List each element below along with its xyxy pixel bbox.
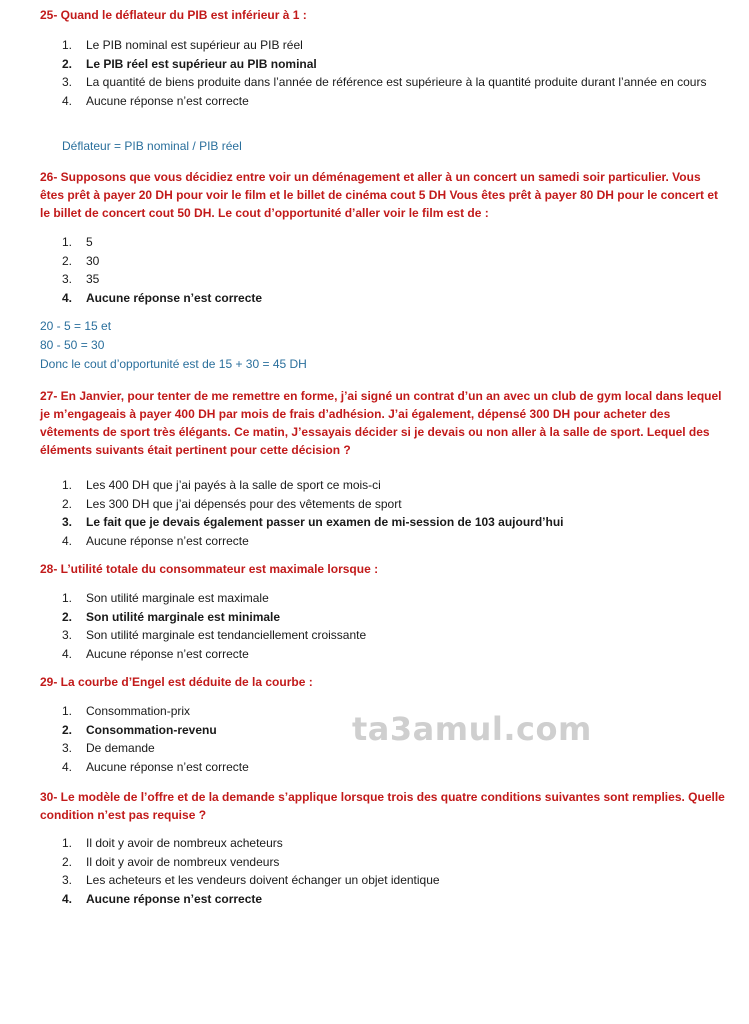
option: 3. De demande [62,741,155,755]
question-30-title: 30- Le modèle de l’offre et de la demande s’applique lorsque trois des quatre conditions suivantes sont remplies. Quelle condition n’est pas requise ? [40,790,725,822]
question-27-options [62,476,722,550]
option: 4. Aucune réponse n’est correcte [62,533,249,548]
question-25-options [62,36,722,110]
watermark: ta3amul.com [352,710,592,748]
option: 1. Consommation-prix [62,704,191,718]
option: 4. Aucune réponse n’est correcte [62,759,249,774]
option-correct: 3. Le fait que je devais également passer un examen de mi-session de 103 aujourd’hui [62,515,564,529]
option: 2. Il doit y avoir de nombreux vendeurs [62,854,280,869]
option: 1. Le PIB nominal est supérieur au PIB réel [62,38,303,52]
option-correct: 4. Aucune réponse n’est correcte [62,290,263,305]
option: 3. 35 [62,272,100,286]
question-29-title: 29- La courbe d’Engel est déduite de la courbe : [40,675,313,689]
question-26-note-line: 80 - 50 = 30 [40,338,105,352]
option: 3. Son utilité marginale est tendanciellement croissante [62,628,367,642]
option-correct: 2. Son utilité marginale est minimale [62,609,281,624]
question-28-options [62,589,722,663]
option: 4. Aucune réponse n’est correcte [62,646,249,661]
option: 1. Les 400 DH que j’ai payés à la salle de sport ce mois-ci [62,478,381,492]
option: 4. Aucune réponse n’est correcte [62,93,249,108]
option: 3. Les acheteurs et les vendeurs doivent échanger un objet identique [62,873,440,887]
question-26-title: 26- Supposons que vous décidiez entre voir un déménagement et aller à un concert un samedi soir particulier. Vous êtes prêt à payer 20 DH pour voir le film et le billet de cinéma cout 5 DH Vous êtes prêt à payer 80 DH pour le concert et le billet de concert cout 50 DH. Le cout d’opportunité d’aller voir le film est de : [40,170,718,220]
option: 1. Il doit y avoir de nombreux acheteurs [62,836,283,850]
option: 3. La quantité de biens produite dans l’année de référence est supérieure à la quantité produite durant l’année en cours [62,75,707,89]
question-26-note-line: 20 - 5 = 15 et [40,319,112,333]
option: 1. 5 [62,235,93,249]
question-26-note-line: Donc le cout d’opportunité est de 15 + 30 = 45 DH [40,357,307,371]
question-28-title: 28- L’utilité totale du consommateur est maximale lorsque : [40,562,379,576]
question-26-options [62,233,722,307]
option: 1. Son utilité marginale est maximale [62,591,269,605]
option-correct: 2. Consommation-revenu [62,722,217,737]
option: 2. 30 [62,253,100,268]
option-correct: 4. Aucune réponse n’est correcte [62,891,263,906]
option: 2. Les 300 DH que j’ai dépensés pour des vêtements de sport [62,496,402,511]
question-25-title: 25- Quand le déflateur du PIB est inférieur à 1 : [40,8,307,22]
question-27-title: 27- En Janvier, pour tenter de me remettre en forme, j’ai signé un contrat d’un an avec un club de gym local dans lequel je m’engageais à payer 400 DH par mois de frais d’adhésion. J’ai également, dépensé 300 DH pour acheter des vêtements de sport très élégants. Ce matin, J’essayais décider si je devais ou non aller à la salle de sport. Lequel des éléments suivants était pertinent pour cette décision ? [40,389,722,457]
option-correct: 2. Le PIB réel est supérieur au PIB nominal [62,56,317,71]
question-30-options [62,834,722,908]
question-25-note: Déflateur = PIB nominal / PIB réel [62,139,242,153]
